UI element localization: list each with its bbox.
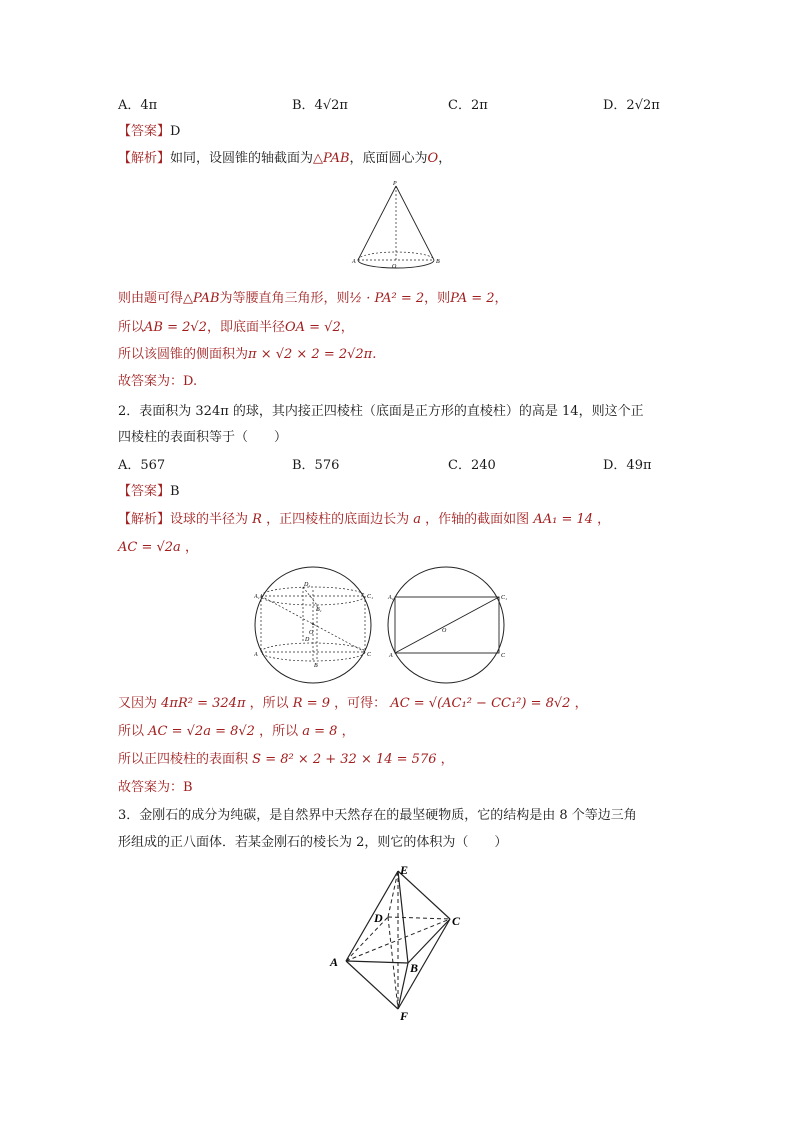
label-a: A [352,259,356,265]
label-d1: D₁ [304,582,311,588]
label-a: A [254,652,258,658]
q2-conclusion: 故答案为：B [118,780,193,795]
option-c[interactable]: C．240 [448,458,496,473]
option-d[interactable]: D．49π [603,458,652,473]
label-b: B [314,663,318,669]
cone-figure [350,178,444,274]
answer-value: B [170,484,180,499]
label-d: D [374,911,383,925]
q2-stem-line2: 四棱柱的表面积等于（ ） [118,430,288,445]
q3-stem-line2: 形组成的正八面体．若某金刚石的棱长为 2，则它的体积为（ ） [118,835,508,850]
option-a[interactable]: A．4π [118,98,158,113]
label-d: D [305,637,310,643]
q2-step3: 所以正四棱柱的表面积 S = 8² × 2 + 32 × 14 = 576 ， [118,752,454,767]
label-c: C [452,914,461,928]
option-a[interactable]: A．567 [118,458,166,473]
label-o: O [392,264,397,270]
label-p: P [393,181,397,187]
option-d[interactable]: D．2√2π [603,98,660,113]
label-c1: C₁ [367,594,374,600]
label-a1-right: A₁ [388,595,394,601]
option-c[interactable]: C．2π [448,98,488,113]
answer-value: D [170,124,181,139]
label-b: B [410,961,419,975]
label-b: B [436,259,440,265]
analysis-tag: 【解析】 [118,151,171,166]
label-a1: A₁ [254,594,260,600]
q1-conclusion: 故答案为：D. [118,374,198,389]
q2-step2: 所以 AC = √2a = 8√2 ，所以 a = 8 ， [118,724,355,739]
label-c: C [367,652,372,658]
label-b1: B₁ [316,607,322,613]
label-f: F [400,1009,409,1022]
q1-step2: 所以AB = 2√2，即底面半径OA = √2， [118,320,354,335]
option-b[interactable]: B．4√2π [292,98,348,113]
answer-tag: 【答案】 [118,484,171,499]
label-c1-right: C₁ [501,595,508,601]
q2-step1: 又因为 4πR² = 324π ，所以 R = 9 ，可得： AC = √(AC₁² − CC₁²) = 8√2 ， [118,696,588,711]
q1-analysis-line: 【解析】如同，设圆锥的轴截面为△PAB，底面圆心为O， [118,151,452,166]
q2-answer-line [118,482,180,502]
analysis-tag: 【解析】 [118,512,171,527]
q2-stem-line1: 2．表面积为 324π 的球，其内接正四棱柱（底面是正方形的直棱柱）的高是 14，则这个正 [118,404,644,419]
label-a-right: A [389,653,393,659]
q2-analysis-line1: 【解析】设球的半径为 R ，正四棱柱的底面边长为 a ，作轴的截面如图 AA₁ = 14 ， [118,512,611,527]
option-b[interactable]: B．576 [292,458,340,473]
q1-answer-line [118,122,180,142]
q1-step1: 则由题可得△PAB为等腰直角三角形，则½ · PA² = 2，则PA = 2， [118,291,508,306]
sphere-prism-figure [254,564,522,686]
octahedron-figure [326,862,468,1022]
label-o: O [309,630,314,636]
label-o-right: O [442,628,447,634]
label-c-right: C [501,653,506,659]
answer-tag: 【答案】 [118,124,171,139]
label-a: A [330,955,339,969]
label-e: E [400,863,409,877]
q1-step3: 所以该圆锥的侧面积为π × √2 × 2 = 2√2π. [118,347,377,362]
q3-stem-line1: 3．金刚石的成分为纯碳，是自然界中天然存在的最坚硬物质，它的结构是由 8 个等边三角 [118,808,637,823]
q2-analysis-line2: AC = √2a ， [118,540,198,555]
